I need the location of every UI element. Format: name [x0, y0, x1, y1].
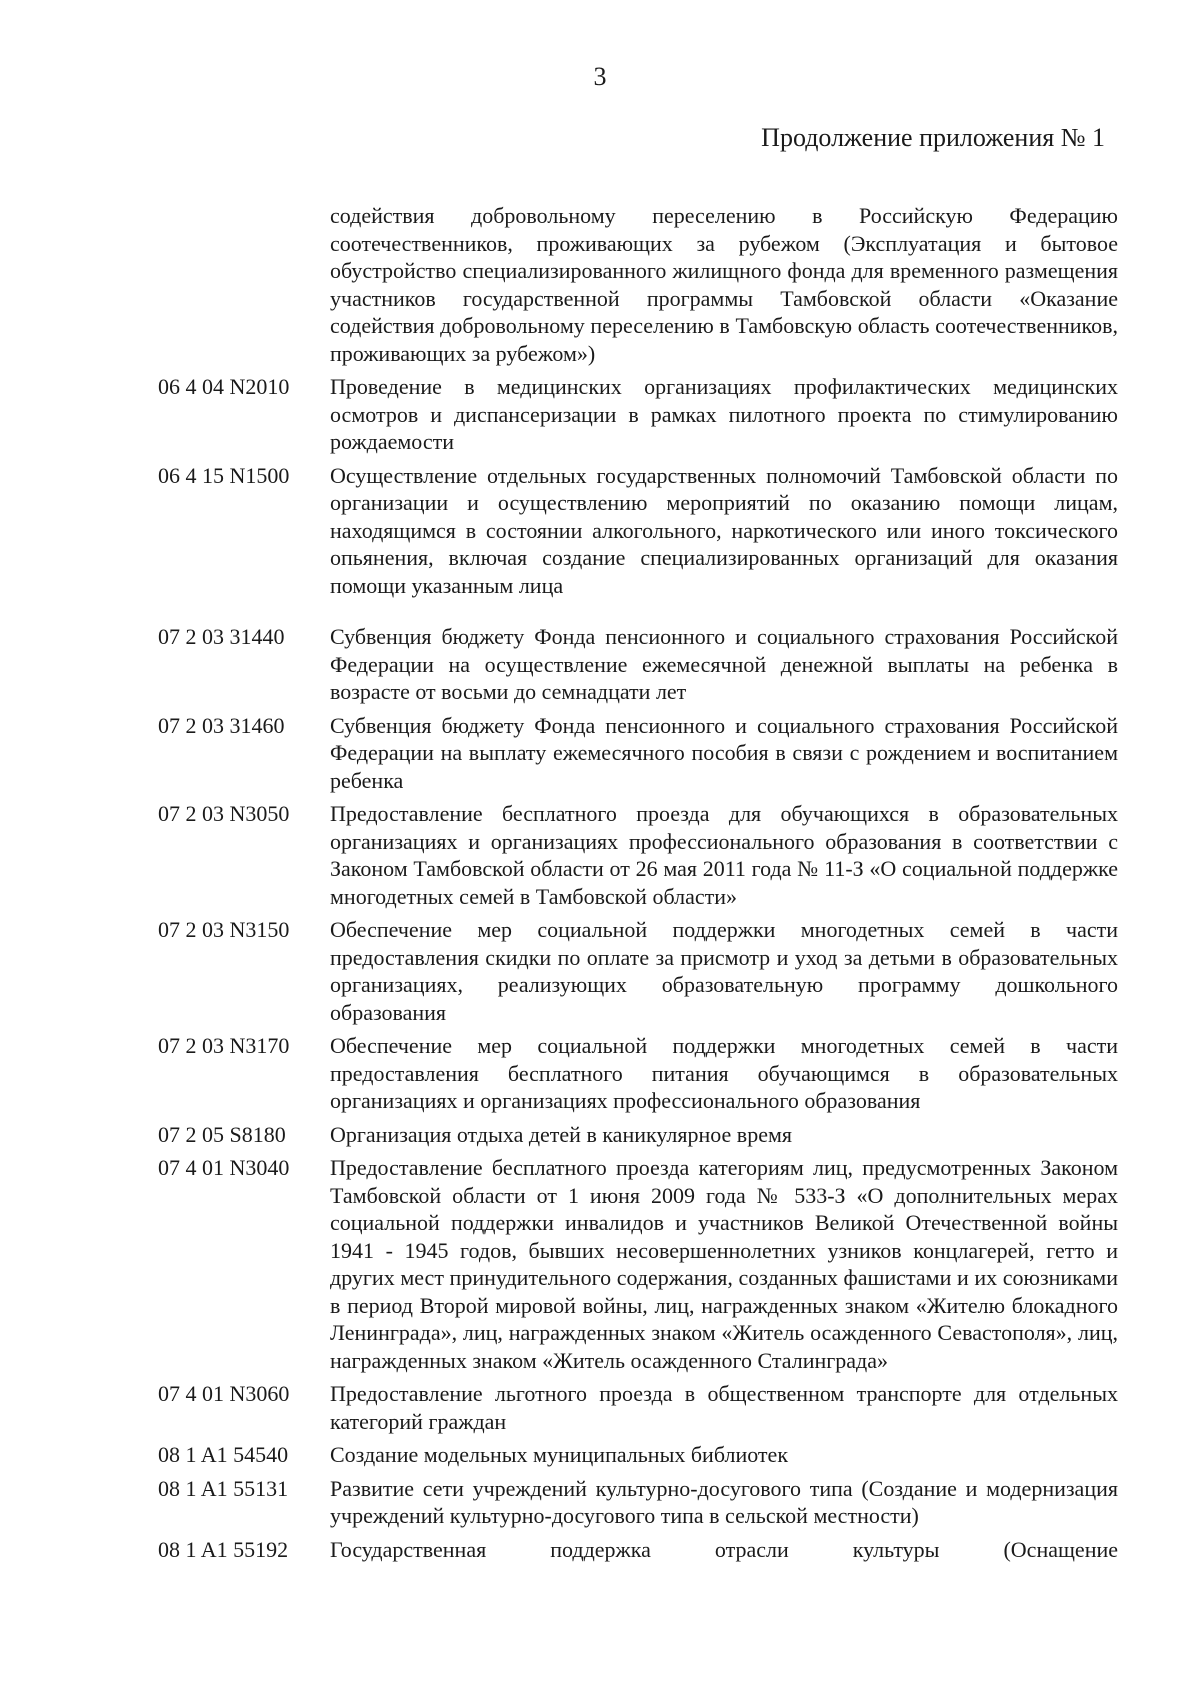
- entry-code: 07 2 03 N3150: [158, 917, 290, 942]
- entry-code: 07 2 05 S8180: [158, 1121, 286, 1147]
- entry-description: Обеспечение мер социальной поддержки многодетных семей в части предоставления скидки по оплате за присмотр и уход за детьми в образовательных организациях, реализующих образовательную программу дошкольного образования: [330, 917, 1118, 1025]
- entry-description: Государственная поддержка отрасли культуры (Оснащение: [330, 1536, 1118, 1562]
- entry-description: Предоставление бесплатного проезда для обучающихся в образовательных организациях и организациях профессионального образования в соответствии с Законом Тамбовской области от 26 мая 2011 года № 11-З «О социальной поддержке многодетных семей в Тамбовской области»: [330, 801, 1118, 909]
- list-item: [158, 1441, 1118, 1469]
- entry-description: Обеспечение мер социальной поддержки многодетных семей в части предоставления бесплатного питания обучающимся в образовательных организациях и организациях профессионального образования: [330, 1033, 1118, 1113]
- list-item: [158, 800, 1118, 910]
- entry-description: Субвенция бюджету Фонда пенсионного и социального страхования Российской Федерации на осуществление ежемесячной денежной выплаты на ребенка в возрасте от восьми до семнадцати лет: [330, 624, 1118, 704]
- entry-code: 07 2 03 31460: [158, 712, 285, 738]
- entry-code: 08 1 A1 55192: [158, 1536, 289, 1562]
- entry-code: 06 4 04 N2010: [158, 374, 290, 399]
- classification-codes-list: [158, 202, 1118, 1569]
- list-item: [158, 1121, 1118, 1149]
- list-item: [158, 373, 1118, 456]
- list-item: [158, 462, 1118, 600]
- entry-description: Предоставление бесплатного проезда категориям лиц, предусмотренных Законом Тамбовской области от 1 июня 2009 года № 533-З «О дополнительных мерах социальной поддержки инвалидов и участников Великой Отечественной войны 1941 - 1945 годов, бывших несовершеннолетних узников концлагерей, гетто и других мест принудительного содержания, созданных фашистами и их союзниками в период Второй мировой войны, лиц, награжденных знаком «Жителю блокадного Ленинграда», лиц, награжденных знаком «Житель осажденного Севастополя», лиц, награжденных знаком «Житель осажденного Сталинграда»: [330, 1155, 1118, 1373]
- list-item: [158, 1380, 1118, 1435]
- entry-code: 07 2 03 N3050: [158, 801, 290, 826]
- entry-description: содействия добровольному переселению в Российскую Федерацию соотечественников, проживающих за рубежом (Эксплуатация и бытовое обустройство специализированного жилищного фонда для временного размещения участников государственной программы Тамбовской области «Оказание содействия добровольному переселению в Тамбовскую область соотечественников, проживающих за рубежом»): [330, 203, 1118, 366]
- entry-code: 08 1 A1 54540: [158, 1442, 289, 1467]
- list-item: [158, 1032, 1118, 1115]
- entry-code: 07 4 01 N3040: [158, 1155, 290, 1180]
- list-item: [158, 1475, 1118, 1530]
- page-number: 3: [593, 62, 607, 91]
- entry-code: 08 1 A1 55131: [158, 1475, 289, 1501]
- list-item: [158, 1536, 1118, 1564]
- list-item: [158, 623, 1118, 706]
- list-item: [158, 916, 1118, 1026]
- entry-description: Предоставление льготного проезда в общественном транспорте для отдельных категорий граждан: [330, 1381, 1118, 1434]
- entry-code: 06 4 15 N1500: [158, 462, 290, 488]
- list-item: [158, 1154, 1118, 1374]
- entry-description: Создание модельных муниципальных библиотек: [330, 1442, 789, 1467]
- continuation-title: Продолжение приложения № 1: [761, 123, 1105, 152]
- entry-description: Проведение в медицинских организациях профилактических медицинских осмотров и диспансеризации в рамках пилотного проекта по стимулированию рождаемости: [330, 374, 1118, 454]
- entry-description: Субвенция бюджету Фонда пенсионного и социального страхования Российской Федерации на выплату ежемесячного пособия в связи с рождением и воспитанием ребенка: [330, 712, 1118, 793]
- entry-description: Развитие сети учреждений культурно-досугового типа (Создание и модернизация учреждений культурно-досугового типа в сельской местности): [330, 1475, 1118, 1528]
- entry-code: 07 2 03 31440: [158, 624, 285, 649]
- entry-description: Организация отдыха детей в каникулярное время: [330, 1121, 792, 1147]
- entry-code: 07 4 01 N3060: [158, 1381, 290, 1406]
- entry-code: 07 2 03 N3170: [158, 1033, 290, 1058]
- entry-description: Осуществление отдельных государственных полномочий Тамбовской области по организации и осуществлению мероприятий по оказанию помощи лицам, находящимся в состоянии алкогольного, наркотического или иного токсического опьянения, включая создание специализированных организаций для оказания помощи указанным лица: [330, 462, 1118, 598]
- list-item: [158, 712, 1118, 795]
- list-item: [158, 202, 1118, 367]
